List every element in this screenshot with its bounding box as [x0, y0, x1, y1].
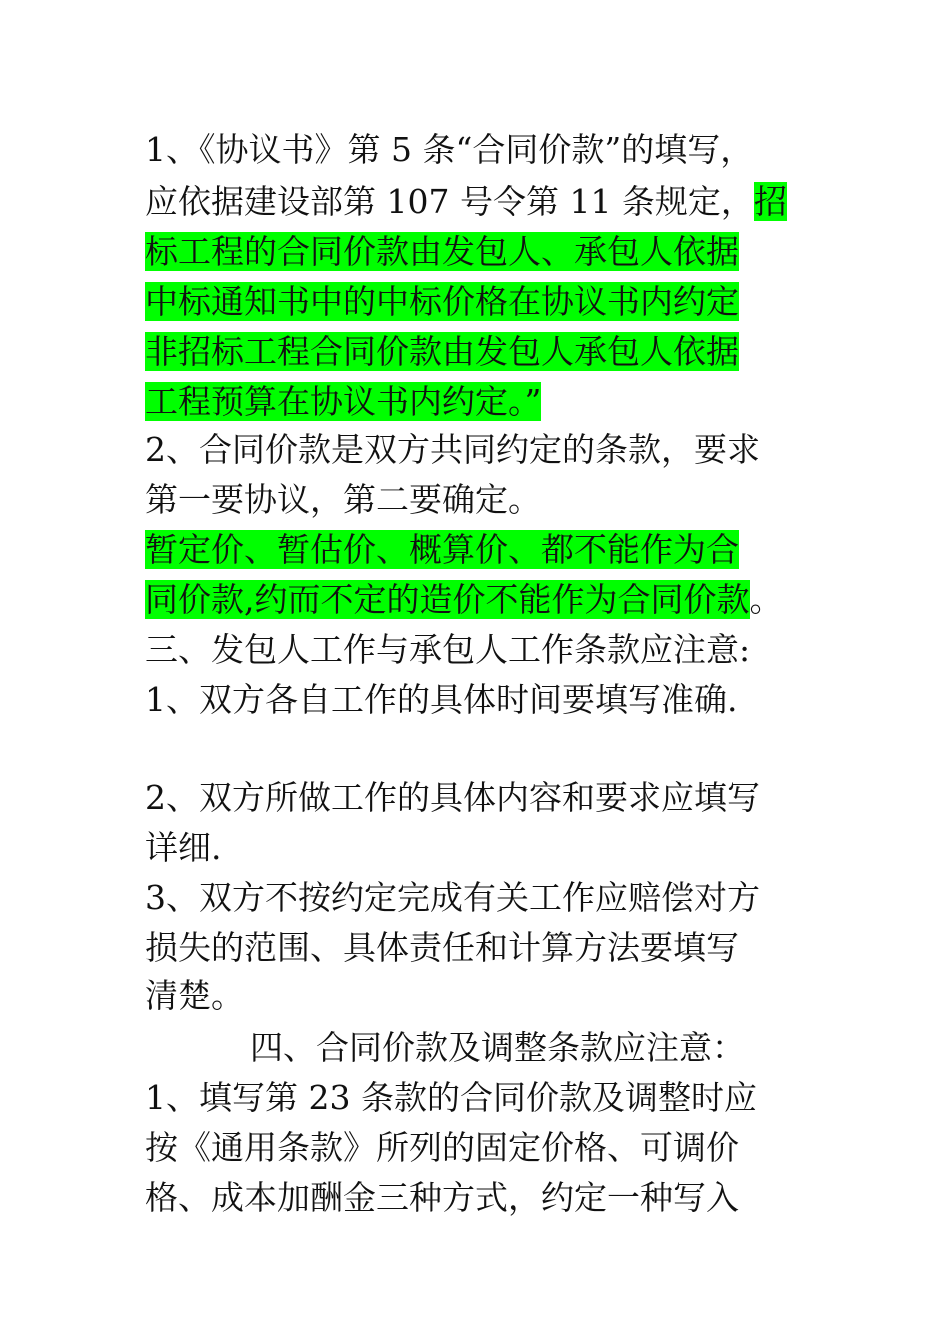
text-line-1: [145, 124, 753, 176]
text-line-13: [145, 772, 760, 824]
text-line-17: [145, 970, 244, 1022]
text-line-2: [145, 176, 787, 228]
text-run: 3、双方不按约定完成有关工作应赔偿对方: [145, 878, 760, 917]
section-heading: [250, 1022, 745, 1074]
text-run: 按《通用条款》所列的固定价格、可调价: [145, 1128, 739, 1167]
text-run: 三、发包人工作与承包人工作条款应注意:: [145, 630, 751, 669]
highlighted-text: 工程预算在协议书内约定。”: [145, 382, 542, 421]
text-run: 格、成本加酬金三种方式，约定一种写入: [145, 1178, 739, 1217]
text-run: 2、双方所做工作的具体内容和要求应填写: [145, 778, 760, 817]
text-line-12: [145, 674, 738, 726]
text-run: 第一要协议，第二要确定。: [145, 480, 541, 519]
text-line-16: [145, 922, 739, 974]
text-line-15: [145, 872, 760, 924]
text-line-7: [145, 424, 760, 476]
text-line-3: [145, 226, 739, 278]
text-run: 1、《协议书》第 5 条“合同价款”的填写，: [145, 130, 754, 169]
text-line-10: [145, 574, 783, 626]
text-run: 2、合同价款是双方共同约定的条款，要求: [145, 430, 760, 469]
text-line-20: [145, 1122, 739, 1174]
text-line-21: [145, 1172, 739, 1224]
highlighted-text: 标工程的合同价款由发包人、承包人依据: [145, 232, 739, 271]
highlighted-text: 暂定价、暂估价、概算价、都不能作为合: [145, 530, 739, 569]
text-run: 损失的范围、具体责任和计算方法要填写: [145, 928, 739, 967]
text-line-8: [145, 474, 541, 526]
text-line-5: [145, 326, 739, 378]
highlighted-text: 中标通知书中的中标价格在协议书内约定: [145, 282, 739, 321]
highlighted-text: 招: [753, 182, 787, 221]
text-line-14: [145, 822, 222, 874]
text-line-11: [145, 624, 750, 676]
text-run: 1、双方各自工作的具体时间要填写准确.: [145, 680, 738, 719]
text-line-9: [145, 524, 739, 576]
text-line-4: [145, 276, 739, 328]
text-run: 应依据建设部第 107 号令第 11 条规定，: [145, 182, 754, 221]
text-run: 清楚。: [145, 976, 244, 1015]
text-run: 1、填写第 23 条款的合同价款及调整时应: [145, 1078, 757, 1117]
highlighted-text: 非招标工程合同价款由发包人承包人依据: [145, 332, 739, 371]
text-run: 详细.: [145, 828, 222, 867]
text-line-19: [145, 1072, 757, 1124]
highlighted-text: 同价款,约而不定的造价不能作为合同价款: [145, 580, 750, 619]
text-run: 四、合同价款及调整条款应注意：: [250, 1028, 745, 1067]
text-run: 。: [749, 580, 783, 619]
text-line-6: [145, 376, 541, 428]
